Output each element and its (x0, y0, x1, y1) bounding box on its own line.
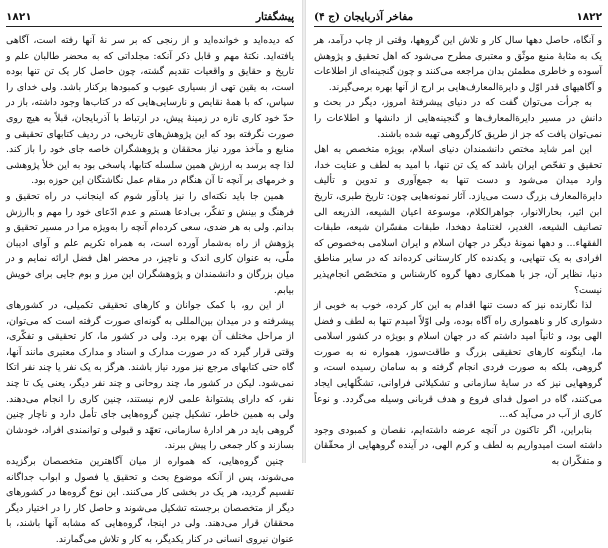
left-page-body (6, 33, 294, 548)
paragraph: به جرأت می‌توان گفت که در دنیای پیشرفتهٔ امروز، دیگر در بحث و دانش در مسیر دایرة‌المعارف‌ها و گنجینه‌هایی از دانشها و اطلاعات را نمی‌توان یافت که جز از طریق کارگروهی تهیه شده باشند. (314, 97, 602, 140)
paragraph: و آنگاه، حاصل دهها سال کار و تلاش این گروهها، وقتی از چاپ درآمد، هر یک به مثابهٔ منبع موثّق و معتبری مطرح می‌شود که اهل تحقیق و پژوهش آسوده و خاطری مطمئن بدان مراجعه می‌کنند و چون گنجینه‌ای از اطلاعات و آگاهیهای قدر اوّل و دایرة‌المعارف‌هایی بر ارج از آنها بهره برمی‌گیرند. (314, 35, 602, 93)
left-page-number: ۱۸۲۱ (6, 11, 32, 23)
paragraph: لذا نگارنده نیز که دست تنها اقدام به این کار کرده، خوب به خوبی از دشواری کار و ناهمواری راه آگاه بوده، ولی اوّلاً امیدم تنها به لطف و فضل الهی بود، و ثانیاً امید داشتم که در جهان اسلام و بویژه در کشور اسلامی ما، اینگونه کارهای تحقیقی بزرگ و طاقت‌سوز، همواره نه به صورت گروهی، بلکه به صورت فردی انجام گرفته و به سامان رسیده است، و گروههایی نیز که در سایهٔ سازمانی و تشکیلاتی فراوانی، تشکّلهایی ایجاد می‌کنند، گاه در اصول فدای فروع و هدف قربانی وسیله می‌گردد. و نوعاً کاری از آب در می‌آید که... (314, 300, 602, 421)
left-page (0, 0, 302, 545)
right-page-number: ۱۸۲۲ (576, 11, 602, 23)
right-running-title: مفاخر آذربایجان (ج ۴) (314, 11, 414, 23)
paragraph: همین جا باید نکته‌ای را نیز یادآور شوم که اینجانب در راه تحقیق و فرهنگ و بینش و تفکّر، بی‌ادعا هستم و عدم ادّعای خود را مهم و باارزش بدانم. ولی به هر ضدی، سعی کرده‌ام آنچه را به‌ویژه مرا در مسیر تحقیق و پژوهش از راه به‌شمار آورده است، به همراه تکریم علم و آوای ادیبان ملّی، به عنوان کاری اندک و ناچیز، در محضر اهل فضل ارائه نمایم و در میان بزرگان و دانشمندان و پژوهشگران این مرز و بوم جایی برای خویش بیابم. (6, 190, 294, 296)
right-page-header (314, 10, 602, 27)
right-page-body (314, 33, 602, 470)
paragraph: چنین گروه‌هایی، که همواره از میان آگاهترین متخصصان برگزیده می‌شوند، پس از آنکه موضوع بحث و تحقیق یا فصول و ابواب جداگانه تقسیم گردید، هر یک در بخشی کار می‌کنند. این نوع گروه‌ها در کشورهای دیگر از متخصصان برجسته تشکیل می‌شوند و حاصل کار را در اختیار دیگر محققان قرار می‌دهند. ولی در اینجا، گروه‌هایی که مشابه آنها باشند، با عنوان نیروی انسانی در کنار یکدیگر، به کار و تلاش می‌گمارند. (6, 456, 294, 545)
paragraph: بنابراین، اگر تاکنون در آنچه عرضه داشته‌ایم، نقصان و کمبودی وجود داشته است امیدواریم به لطف و کرم الهی، در آینده گروههایی از محقّقان و متفکّران به (314, 424, 602, 468)
right-page (306, 0, 608, 468)
paragraph: از این رو، با کمک جوانان و کارهای تحقیقی تکمیلی، در کشورهای پیشرفته و در میدان بین‌المللی به گونه‌ای صورت گرفته است که می‌توان، از مراحل مختلف آن بهره برد. ولی در کشور ما، کار تحقیقی و تفکّری، وقتی قرار گیرد که در صورت مدارک و اسناد و مدارک معتبری مانند آنها، گاه حتی کتابهای مرجع نیز مورد نیاز باشند. هرگز به یک نفر یا چند نفر اتکا نمی‌شود. لیکن در کشور ما، چند روحانی و چند نفر دیگر، یعنی یک تا چند نفر، که دارای پشتوانهٔ علمی لازم نیستند، چنین کاری را انجام می‌دهند. ولی به همین خاطر، تشکیل چنین گروه‌هایی جای تأمل دارد و ناچار چنین گروهی باید در هر ادارهٔ سازمانی، تعهّد و قبولی و توانمندی افراد، خودشان بسازند و کار جمعی را پیش ببرند. (6, 300, 294, 452)
paragraph: این امر شاید مختص دانشمندان دنیای اسلام، بویژه متخصص به اهل تحقیق و تفحّص ایران باشد که یک تن تنها، با امید به لطف و عنایت خدا، وارد میدان می‌شود و دست تنها به جمع‌آوری و تدوین و تألیف دایرة‌المعارف بزرگ دست می‌یازد. آثار نمونه‌هایی چون: تاریخ طبری، تاریخ ابن اثیر، بحارالانوار، جواهرالکلام، موسوعة اعیان الشیعه، الذریعه الی تصانیف الشیعه، الغدیر، لغتنامهٔ دهخدا، طبقات مفسّران شیعه، طبقات الفقهاء... و دهها نمونهٔ دیگر در جهان اسلام و ایران اسلامی به‌خصوص که افرادی به یک تنهایی، و یکدنده کار کارستانی کرده‌اند که در سایر مناطق دنیا، نظایر آن، جز با همکاری دهها گروه کارشناس و متخصّص انجام‌پذیر نیست؟ (314, 144, 602, 296)
left-page-header (6, 10, 294, 27)
left-running-title: پیشگفتار (255, 11, 294, 23)
paragraph: که دیده‌اید و خوانده‌اید و از رنجی که بر سر نهٔ آنها رفته است، آگاهی یافته‌اید. نکتهٔ مهم و قابل ذکر آنکه: مجلداتی که به محضر طالبان علم و تاریخ و حقایق و واقعیات تقدیم گشته، چون حاصل کار یک تن تنها بوده است، به یقین تهی از بسیاری عیوب و کمبودها برکنار باشد. ولی خدای را سپاس، که با همهٔ نقایص و نارسایی‌هایی که در کتاب‌ها وجود داشته، باز در حدّ خود کاری تازه در زمینهٔ پیش، در ارتباط با آذربایجان، قبلاً به هیچ روی صورت نگرفته بود که این پژوهش‌های تاریخی، در ردیف کتابهای تحقیقی و منابع و مآخذ مورد نیاز محققان و پژوهشگران خاصه جای خود را باز کند. لذا چه برسد به ارزش همین سلسله کتابها، پاسخی بود به این خلأ پژوهشی و خرمهای بر آنچه تا آن هنگام در مقام عمل نگاشتگان این حوزه بود. (6, 35, 294, 187)
